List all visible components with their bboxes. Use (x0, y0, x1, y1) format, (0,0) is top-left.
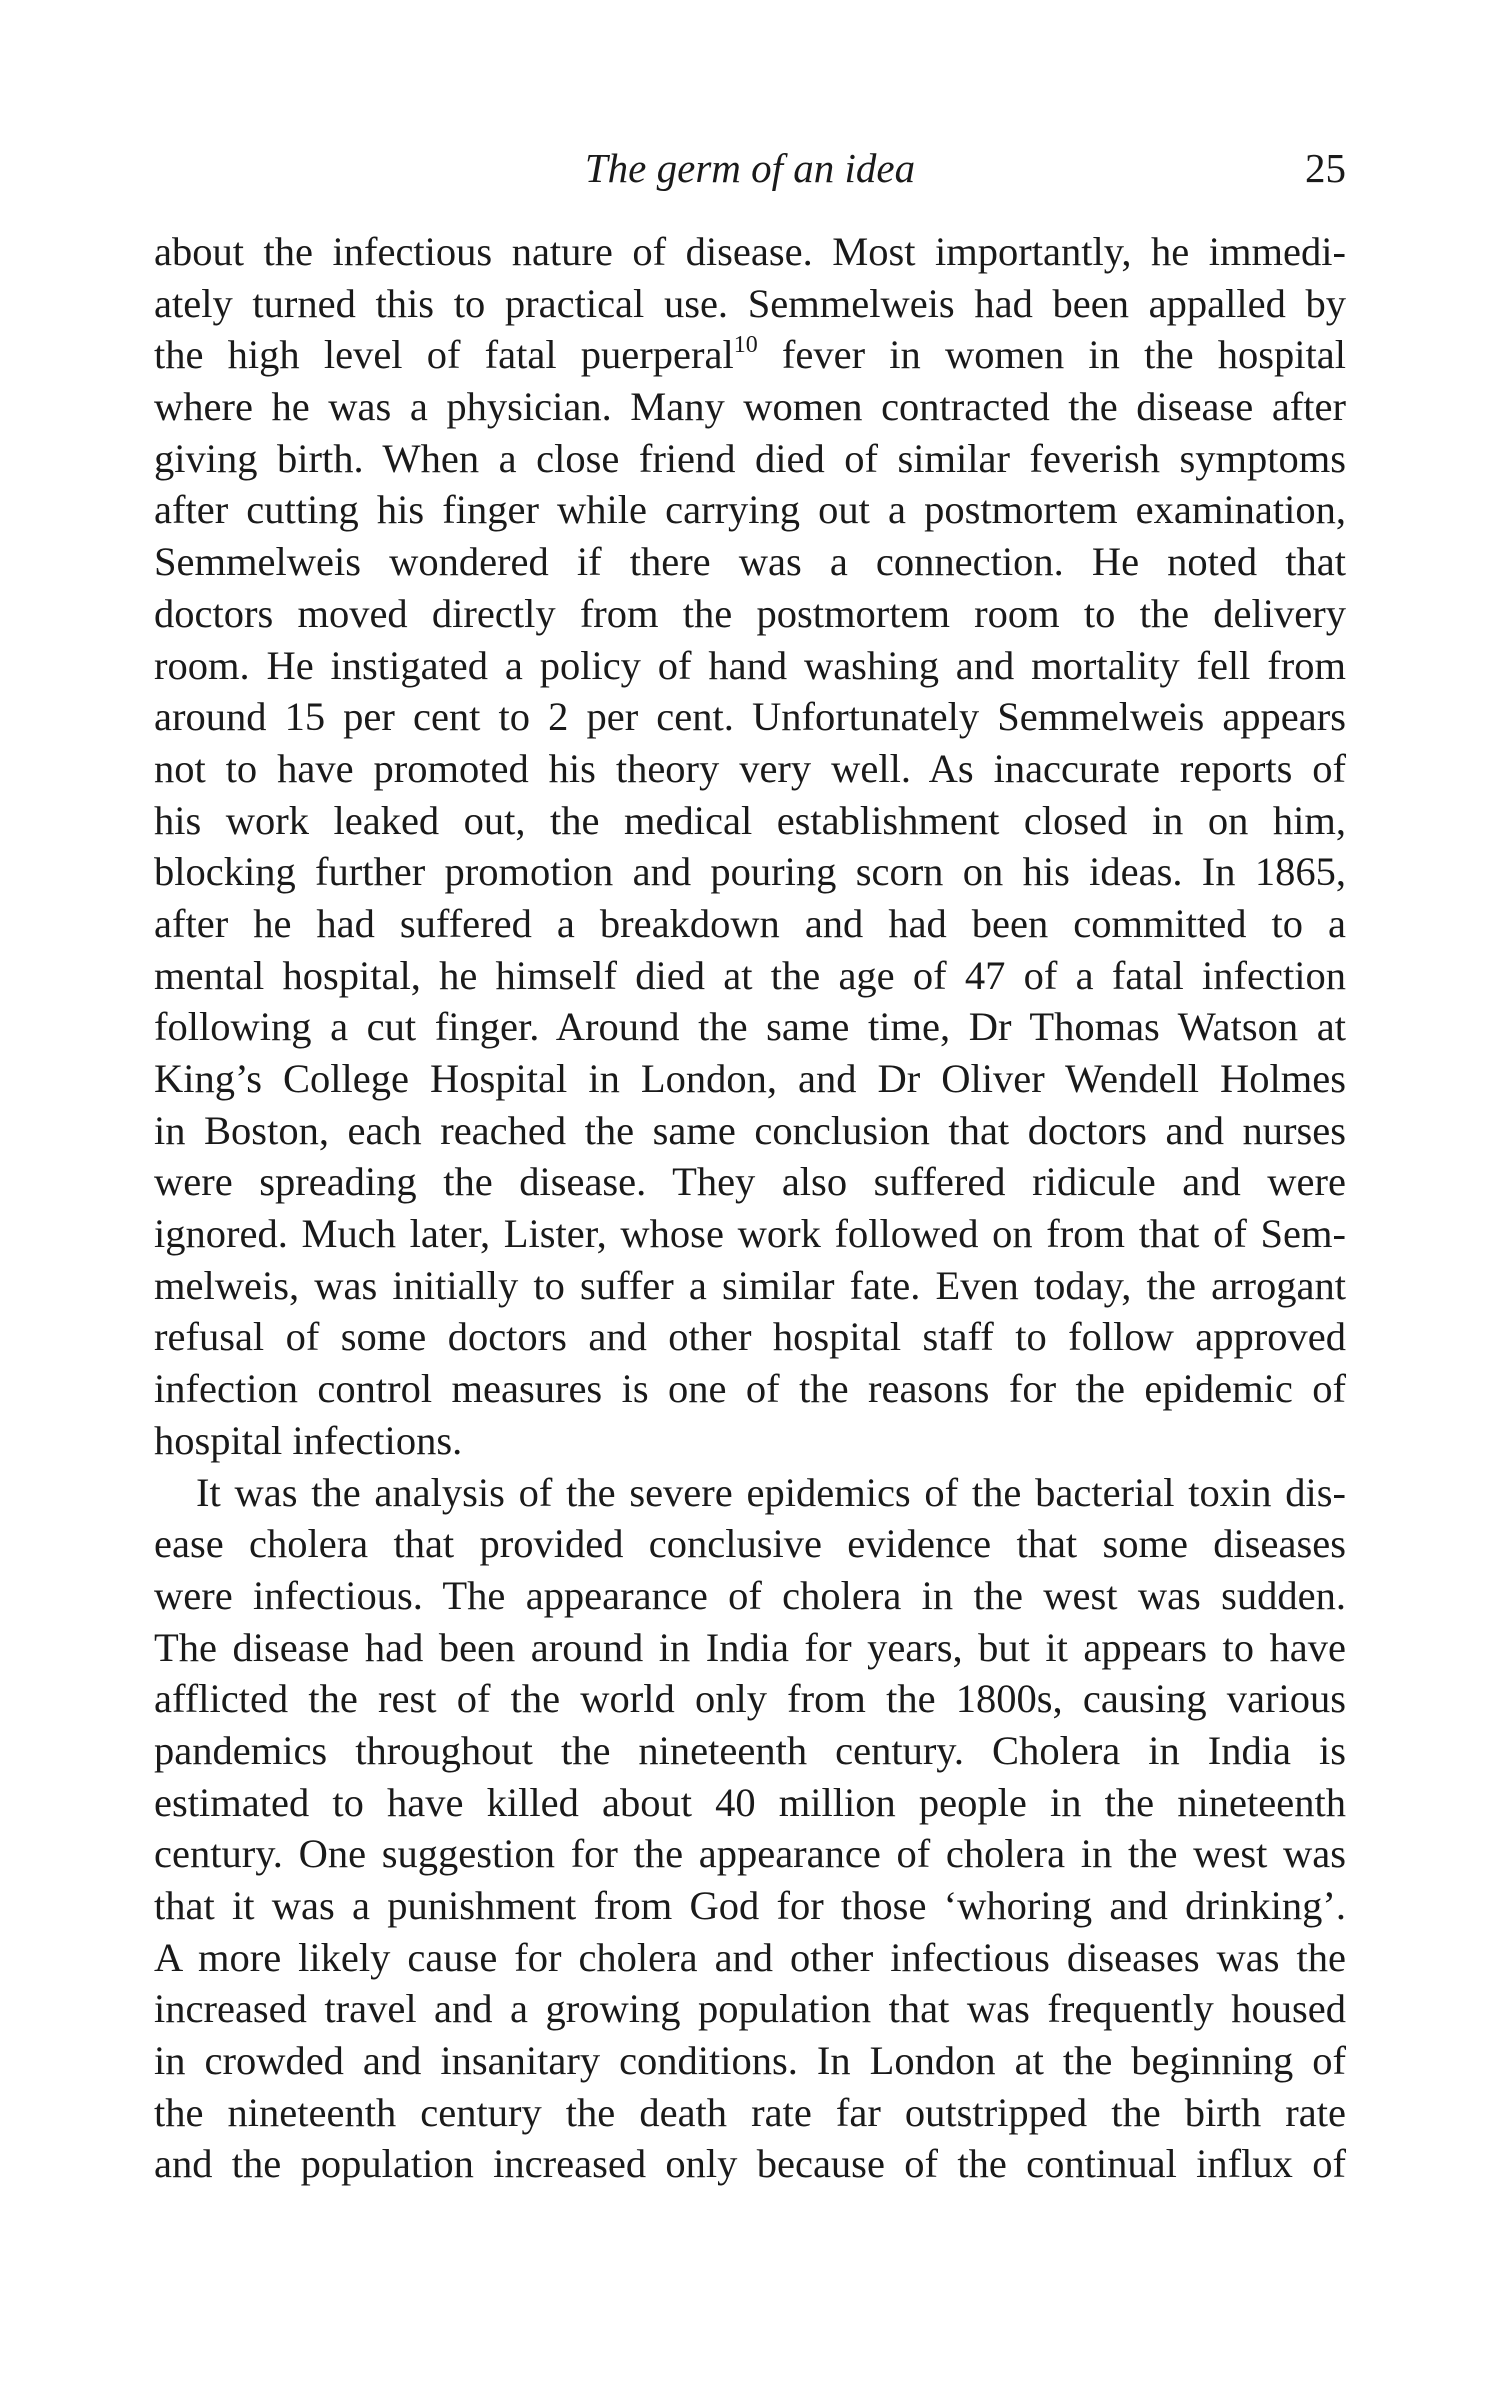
text-line-end: fever in women in the hospital (757, 332, 1346, 378)
text-line: following a cut finger. Around the same time, Dr Thomas Watson at (154, 1004, 1346, 1050)
text-line: in Boston, each reached the same conclusion that doctors and nurses (154, 1107, 1346, 1153)
text-line: ignored. Much later, Lister, whose work followed on from that of Sem- (154, 1211, 1346, 1257)
text-line: were spreading the disease. They also suffered ridicule and were (154, 1159, 1346, 1205)
footnote-reference[interactable]: 10 (733, 332, 758, 359)
text-line: that it was a punishment from God for those ‘whoring and drinking’. (154, 1883, 1346, 1928)
paragraph-semmelweis (154, 226, 1346, 1467)
running-title: The germ of an idea (584, 145, 916, 191)
text-line: room. He instigated a policy of hand washing and mortality fell from (154, 642, 1346, 688)
text-line: blocking further promotion and pouring scorn on his ideas. In 1865, (154, 849, 1346, 895)
text-line: A more likely cause for cholera and other infectious diseases was the (154, 1934, 1346, 1980)
book-page (154, 138, 1346, 2190)
text-line: infection control measures is one of the reasons for the epidemic of (154, 1366, 1346, 1412)
text-line: his work leaked out, the medical establishment closed in on him, (154, 797, 1346, 843)
text-line: after he had suffered a breakdown and had been committed to a (154, 900, 1346, 946)
text-line: It was the analysis of the severe epidemics of the bacterial toxin dis- (196, 1469, 1346, 1515)
text-line: not to have promoted his theory very well. As inaccurate reports of (154, 745, 1346, 791)
text-line: century. One suggestion for the appearance of cholera in the west was (154, 1831, 1346, 1877)
text-line: hospital infections. (154, 1417, 463, 1463)
text-line: refusal of some doctors and other hospital staff to follow approved (154, 1314, 1346, 1360)
text-line: afflicted the rest of the world only from the 1800s, causing various (154, 1676, 1346, 1722)
text-line: giving birth. When a close friend died of similar feverish symptoms (154, 435, 1346, 481)
text-line-with-footnote (154, 329, 1346, 381)
paragraph-cholera (154, 1467, 1346, 2191)
text-line: about the infectious nature of disease. Most importantly, he immedi- (154, 229, 1346, 274)
text-line: in crowded and insanitary conditions. In London at the beginning of (154, 2038, 1346, 2084)
text-line: were infectious. The appearance of cholera in the west was sudden. (154, 1572, 1346, 1618)
text-line: estimated to have killed about 40 million people in the nineteenth (154, 1779, 1346, 1825)
body-text (154, 226, 1346, 2190)
text-line: and the population increased only because of the continual influx of (154, 2141, 1346, 2187)
running-header (154, 138, 1346, 198)
text-line-start: the high level of fatal puerperal (154, 332, 734, 378)
text-line: where he was a physician. Many women contracted the disease after (154, 384, 1346, 430)
text-line: increased travel and a growing population that was frequently housed (154, 1986, 1346, 2032)
text-line: ately turned this to practical use. Semmelweis had been appalled by (154, 280, 1346, 326)
text-line: around 15 per cent to 2 per cent. Unfortunately Semmelweis appears (154, 694, 1346, 740)
text-line: after cutting his finger while carrying out a postmortem examination, (154, 487, 1346, 533)
text-line: mental hospital, he himself died at the age of 47 of a fatal infection (154, 952, 1346, 998)
text-line: the nineteenth century the death rate far outstripped the birth rate (154, 2089, 1346, 2135)
text-line: The disease had been around in India for years, but it appears to have (154, 1624, 1346, 1670)
page-number: 25 (1305, 145, 1346, 191)
text-line: melweis, was initially to suffer a similar fate. Even today, the arrogant (154, 1262, 1346, 1308)
text-line: ease cholera that provided conclusive evidence that some diseases (154, 1521, 1346, 1567)
text-line: King’s College Hospital in London, and Dr Oliver Wendell Holmes (154, 1056, 1346, 1101)
text-line: doctors moved directly from the postmortem room to the delivery (154, 590, 1346, 636)
text-line: Semmelweis wondered if there was a connection. He noted that (154, 539, 1346, 585)
text-line: pandemics throughout the nineteenth century. Cholera in India is (154, 1727, 1346, 1773)
